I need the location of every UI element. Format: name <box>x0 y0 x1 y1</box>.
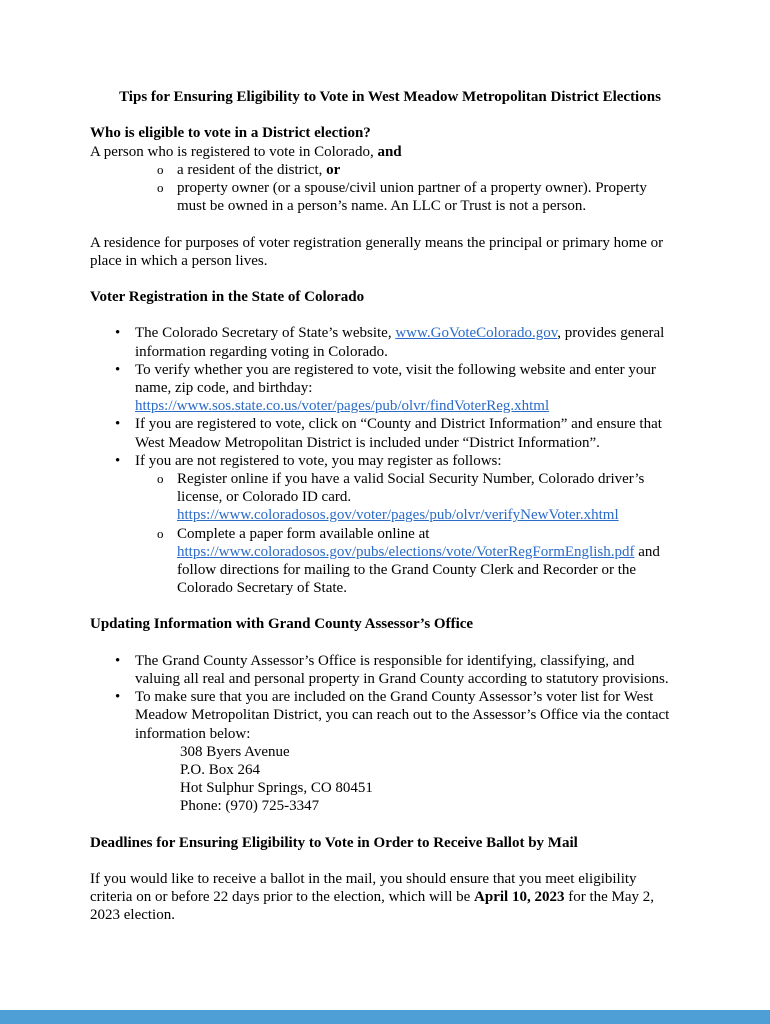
text: Register online if you have a valid Social Security Number, Colorado driver’s <box>177 470 645 487</box>
text-line <box>90 88 690 106</box>
para-block <box>90 143 690 161</box>
text-line <box>90 234 690 252</box>
bullet-block <box>90 361 690 416</box>
text: follow directions for mailing to the Grand County Clerk and Recorder or the <box>177 561 637 578</box>
bullet-block <box>90 415 690 451</box>
text-line <box>177 488 690 506</box>
bold-text: April 10, 2023 <box>474 889 565 906</box>
disc-bullet-icon: • <box>115 416 121 433</box>
text-line <box>90 906 690 924</box>
circle-bullet-icon: o <box>157 470 164 486</box>
title-block <box>90 88 690 106</box>
hyperlink[interactable]: https://www.sos.state.co.us/voter/pages/pub/olvr/findVoterReg.xhtml <box>135 398 550 415</box>
text: A residence for purposes of voter registration generally means the principal or primary home or <box>90 234 664 251</box>
text-line <box>90 834 690 852</box>
circle-bullet-icon: o <box>157 161 164 177</box>
text: place in which a person lives. <box>90 252 268 269</box>
address-block <box>90 743 690 816</box>
bullet-block <box>90 452 690 470</box>
hyperlink[interactable]: https://www.coloradosos.gov/voter/pages/pub/olvr/verifyNewVoter.xhtml <box>177 507 619 524</box>
text: The Colorado Secretary of State’s website, <box>135 325 396 342</box>
text-line <box>180 743 690 761</box>
text-line <box>177 543 690 561</box>
bold-text: Voter Registration in the State of Colorado <box>90 289 365 306</box>
text-line <box>177 197 690 215</box>
para-block <box>90 870 690 925</box>
text: To make sure that you are included on the Grand County Assessor’s voter list for West <box>135 689 654 706</box>
text: license, or Colorado ID card. <box>177 489 352 506</box>
text: a resident of the district, <box>177 161 327 178</box>
text: The Grand County Assessor’s Office is responsible for identifying, classifying, and <box>135 652 635 669</box>
text-line <box>177 525 690 543</box>
bold-text: Who is eligible to vote in a District election? <box>90 125 371 142</box>
text-line <box>177 579 690 597</box>
text-line <box>90 124 690 142</box>
text-line <box>135 688 690 706</box>
text: To verify whether you are registered to vote, visit the following website and enter your <box>135 361 656 378</box>
text: must be owned in a person’s name. An LLC or Trust is not a person. <box>177 198 587 215</box>
heading-block <box>90 615 690 633</box>
text: West Meadow Metropolitan District is included under “District Information”. <box>135 434 600 451</box>
text-line <box>135 725 690 743</box>
heading-block <box>90 834 690 852</box>
bold-text: Updating Information with Grand County Assessor’s Office <box>90 616 474 633</box>
hyperlink[interactable]: https://www.coloradosos.gov/pubs/elections/vote/VoterRegFormEnglish.pdf <box>177 543 635 560</box>
hyperlink[interactable]: www.GoVoteColorado.gov <box>395 325 558 342</box>
para-block <box>90 234 690 270</box>
text-line <box>135 343 690 361</box>
text-line <box>90 288 690 306</box>
bold-text: and <box>377 143 402 160</box>
text: If you would like to receive a ballot in the mail, you should ensure that you meet eligibility <box>90 871 637 888</box>
subbullet-block <box>90 525 690 598</box>
text: information below: <box>135 725 251 742</box>
disc-bullet-icon: • <box>115 325 121 342</box>
text: Hot Sulphur Springs, CO 80451 <box>180 780 373 797</box>
disc-bullet-icon: • <box>115 361 121 378</box>
heading-block <box>90 124 690 142</box>
text-line <box>177 506 690 524</box>
text: , provides general <box>557 325 665 342</box>
subbullet-block <box>90 161 690 179</box>
text: Complete a paper form available online at <box>177 525 430 542</box>
text-line <box>180 761 690 779</box>
bullet-block <box>90 652 690 688</box>
text-line <box>177 161 690 179</box>
text: information regarding voting in Colorado. <box>135 343 388 360</box>
text: A person who is registered to vote in Colorado, <box>90 143 378 160</box>
text-line <box>90 870 690 888</box>
text: If you are registered to vote, click on “County and District Information” and ensure that <box>135 416 662 433</box>
text: P.O. Box 264 <box>180 761 261 778</box>
text: Meadow Metropolitan District, you can reach out to the Assessor’s Office via the contact <box>135 707 670 724</box>
text: name, zip code, and birthday: <box>135 380 313 396</box>
text-line <box>135 452 690 470</box>
bold-text: Deadlines for Ensuring Eligibility to Vote in Order to Receive Ballot by Mail <box>90 834 578 851</box>
heading-block <box>90 288 690 306</box>
document-body <box>90 88 690 925</box>
text: for the May 2, <box>564 889 655 906</box>
text-line <box>135 670 690 688</box>
text-line <box>135 397 690 415</box>
bold-text: Tips for Ensuring Eligibility to Vote in West Meadow Metropolitan District Elections <box>119 89 661 105</box>
text: Phone: (970) 725-3347 <box>180 798 320 815</box>
text-line <box>135 415 690 433</box>
text-line <box>135 324 690 342</box>
text: 2023 election. <box>90 907 175 924</box>
disc-bullet-icon: • <box>115 652 121 669</box>
disc-bullet-icon: • <box>115 689 121 706</box>
text-line <box>135 706 690 724</box>
text: Colorado Secretary of State. <box>177 580 347 597</box>
text-line <box>135 379 690 397</box>
circle-bullet-icon: o <box>157 179 164 195</box>
text: property owner (or a spouse/civil union partner of a property owner). Property <box>177 179 647 196</box>
bold-text: or <box>326 161 341 178</box>
text-line <box>90 888 690 906</box>
text-line <box>135 361 690 379</box>
text: 308 Byers Avenue <box>180 743 290 760</box>
text-line <box>180 797 690 815</box>
bullet-block <box>90 324 690 360</box>
text-line <box>135 652 690 670</box>
text-line <box>180 779 690 797</box>
subbullet-block <box>90 179 690 215</box>
text-line <box>177 470 690 488</box>
text: valuing all real and personal property in Grand County according to statutory provisions. <box>135 671 669 687</box>
text: If you are not registered to vote, you may register as follows: <box>135 452 502 469</box>
text-line <box>135 434 690 452</box>
text-line <box>90 252 690 270</box>
text: and <box>634 543 660 560</box>
circle-bullet-icon: o <box>157 525 164 541</box>
text-line <box>90 143 690 161</box>
text-line <box>177 179 690 197</box>
bullet-block <box>90 688 690 743</box>
text: criteria on or before 22 days prior to the election, which will be <box>90 889 475 906</box>
viewer-footer-bar <box>0 1010 770 1024</box>
subbullet-block <box>90 470 690 525</box>
disc-bullet-icon: • <box>115 452 121 469</box>
text-line <box>177 561 690 579</box>
text-line <box>90 615 690 633</box>
